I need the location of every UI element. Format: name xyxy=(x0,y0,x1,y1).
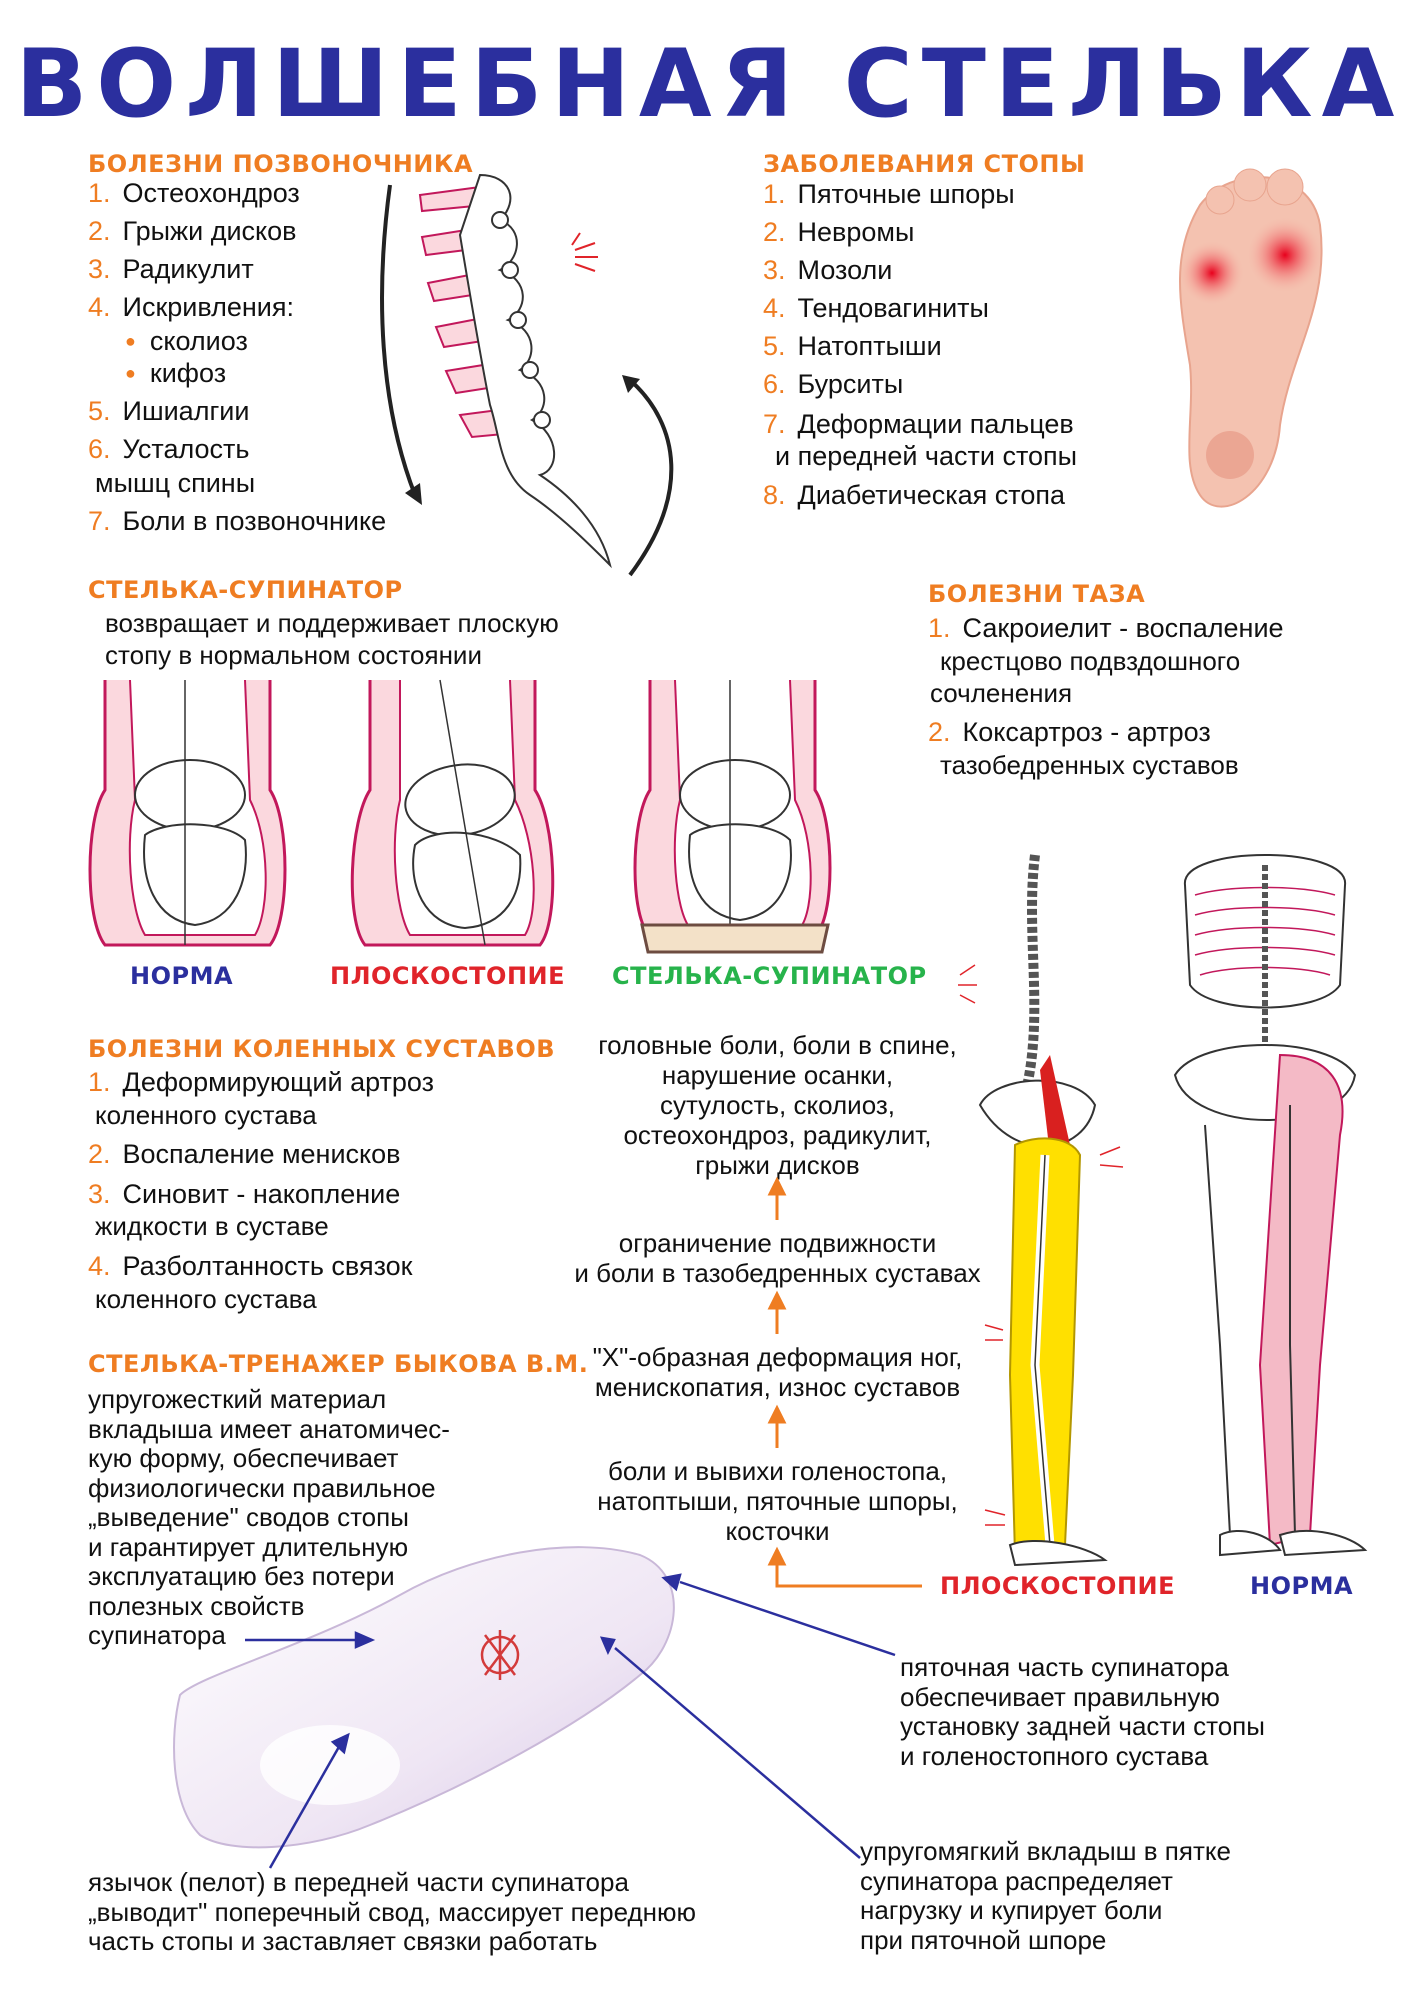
item-text: Пяточные шпоры xyxy=(797,179,1015,209)
item-number: 5. xyxy=(763,331,786,361)
callout-line: супинатора распределяет xyxy=(860,1865,1173,1896)
chain-line: грыжи дисков xyxy=(695,1150,860,1180)
item-number: 6. xyxy=(88,434,111,464)
item-text: Искривления: xyxy=(122,292,294,322)
callout-line: обеспечивает правильную xyxy=(900,1681,1220,1712)
label-flatfoot-body: ПЛОСКОСТОПИЕ xyxy=(940,1572,1176,1600)
item-text: Ишиалгии xyxy=(122,396,250,426)
item-number: 3. xyxy=(763,255,786,285)
callout-tongue xyxy=(88,1868,696,1957)
chain-line: косточки xyxy=(725,1516,830,1546)
label-insole: СТЕЛЬКА-СУПИНАТОР xyxy=(612,962,927,990)
callout-soft-insert xyxy=(860,1837,1231,1955)
item-number: 1. xyxy=(763,179,786,209)
trainer-line: „выведение" сводов стопы xyxy=(88,1502,409,1532)
callout-line: пяточная часть супинатора xyxy=(900,1652,1229,1682)
callout-line: при пяточной шпоре xyxy=(860,1924,1107,1955)
item-number: 2. xyxy=(763,217,786,247)
trainer-heading: СТЕЛЬКА-ТРЕНАЖЕР БЫКОВА В.М. xyxy=(88,1350,589,1378)
pelvis-item-1-cont: крестцово подвздошного xyxy=(940,646,1241,676)
callout-line: нагрузку и купирует боли xyxy=(860,1895,1163,1925)
callout-line: язычок (пелот) в передней части супинатора xyxy=(88,1867,629,1897)
chain-line: и боли в тазобедренных суставах xyxy=(574,1258,981,1288)
pelvis-item-2-cont: тазобедренных суставов xyxy=(940,750,1239,780)
chain-line: головные боли, боли в спине, xyxy=(598,1030,957,1060)
item-text: Невромы xyxy=(797,217,915,247)
supinator-line-2: стопу в нормальном состоянии xyxy=(105,640,482,670)
trainer-line: упругожесткий материал xyxy=(88,1384,387,1414)
chain-line: ограничение подвижности xyxy=(618,1228,937,1258)
chain-line: боли и вывихи голеностопа, xyxy=(607,1456,948,1486)
supinator-line-1: возвращает и поддерживает плоскую xyxy=(105,608,559,638)
chain-line: остеохондроз, радикулит, xyxy=(623,1120,932,1150)
foot-heading: ЗАБОЛЕВАНИЯ СТОПЫ xyxy=(763,150,1086,178)
item-number: 3. xyxy=(88,254,111,284)
knee-item-3-cont: жидкости в суставе xyxy=(95,1211,329,1241)
item-text: Деформирующий артроз xyxy=(122,1067,434,1097)
knee-item-4-cont: коленного сустава xyxy=(95,1284,317,1314)
trainer-line: физиологически правильное xyxy=(88,1472,436,1503)
label-flatfoot: ПЛОСКОСТОПИЕ xyxy=(330,962,566,990)
item-number: 4. xyxy=(763,293,786,323)
item-text: Радикулит xyxy=(122,254,254,284)
label-norm: НОРМА xyxy=(130,962,234,990)
item-number: 3. xyxy=(88,1179,111,1209)
item-text: Усталость xyxy=(122,434,250,464)
item-number: 4. xyxy=(88,292,111,322)
item-number: 1. xyxy=(928,613,951,643)
callout-line: установку задней части стопы xyxy=(900,1711,1265,1741)
item-text: Сакроиелит - воспаление xyxy=(962,613,1284,643)
callout-line: упругомягкий вкладыш в пятке xyxy=(860,1836,1231,1866)
knee-item-1-cont: коленного сустава xyxy=(95,1100,317,1130)
item-text: Бурситы xyxy=(797,369,904,399)
item-text: Боли в позвоночнике xyxy=(122,506,387,536)
item-number: 7. xyxy=(763,409,786,439)
item-text: Воспаление менисков xyxy=(122,1139,401,1169)
knee-heading: БОЛЕЗНИ КОЛЕННЫХ СУСТАВОВ xyxy=(88,1035,556,1063)
item-number: 5. xyxy=(88,396,111,426)
item-number: 2. xyxy=(88,1139,111,1169)
chain-line: "Х"-образная деформация ног, xyxy=(592,1342,963,1372)
item-text: кифоз xyxy=(149,358,227,388)
trainer-line: вкладыша имеет анатомичес- xyxy=(88,1413,450,1444)
foot-item-7-cont: и передней части стопы xyxy=(775,441,1078,471)
spine-item-6-cont: мышц спины xyxy=(95,468,256,498)
item-text: Деформации пальцев xyxy=(797,409,1074,439)
callout-line: часть стопы и заставляет связки работать xyxy=(88,1926,598,1956)
item-number: 2. xyxy=(88,216,111,246)
item-number: 1. xyxy=(88,1067,111,1097)
item-number: 2. xyxy=(928,717,951,747)
item-number: 7. xyxy=(88,506,111,536)
chain-line: нарушение осанки, xyxy=(661,1060,894,1090)
pelvis-item-1-cont: сочленения xyxy=(930,678,1073,708)
callout-line: и голеностопного сустава xyxy=(900,1740,1209,1771)
callout-heel xyxy=(900,1653,1265,1771)
bullet-icon: ● xyxy=(125,331,136,351)
item-text: Остеохондроз xyxy=(122,178,300,208)
chain-line: менископатия, износ суставов xyxy=(594,1372,961,1402)
callout-line: „выводит" поперечный свод, массирует переднюю xyxy=(88,1896,697,1927)
trainer-line: кую форму, обеспечивает xyxy=(88,1443,399,1473)
trainer-line: полезных свойств xyxy=(88,1590,305,1621)
item-text: Синовит - накопление xyxy=(122,1179,401,1209)
trainer-line: эксплуатацию без потери xyxy=(88,1561,395,1591)
item-number: 4. xyxy=(88,1251,111,1281)
item-number: 1. xyxy=(88,178,111,208)
chain-line: сутулость, сколиоз, xyxy=(659,1090,895,1120)
label-norm-body: НОРМА xyxy=(1250,1572,1354,1600)
pelvis-heading: БОЛЕЗНИ ТАЗА xyxy=(928,580,1146,608)
item-text: Диабетическая стопа xyxy=(797,480,1065,510)
spine-heading: БОЛЕЗНИ ПОЗВОНОЧНИКА xyxy=(88,150,474,178)
item-text: сколиоз xyxy=(149,326,248,356)
item-text: Тендовагиниты xyxy=(797,293,989,323)
chain-line: натоптыши, пяточные шпоры, xyxy=(597,1486,958,1516)
item-text: Грыжи дисков xyxy=(122,216,297,246)
item-text: Натоптыши xyxy=(797,331,942,361)
bullet-icon: ● xyxy=(125,363,136,383)
item-text: Разболтанность связок xyxy=(122,1251,413,1281)
supinator-heading: СТЕЛЬКА-СУПИНАТОР xyxy=(88,576,403,604)
poster-title: ВОЛШЕБНАЯ СТЕЛЬКА xyxy=(15,30,1404,139)
trainer-line: и гарантирует длительную xyxy=(88,1531,409,1562)
item-text: Мозоли xyxy=(797,255,893,285)
item-number: 6. xyxy=(763,369,786,399)
item-number: 8. xyxy=(763,480,786,510)
trainer-line: супинатора xyxy=(88,1620,226,1650)
item-text: Коксартроз - артроз xyxy=(962,717,1211,747)
